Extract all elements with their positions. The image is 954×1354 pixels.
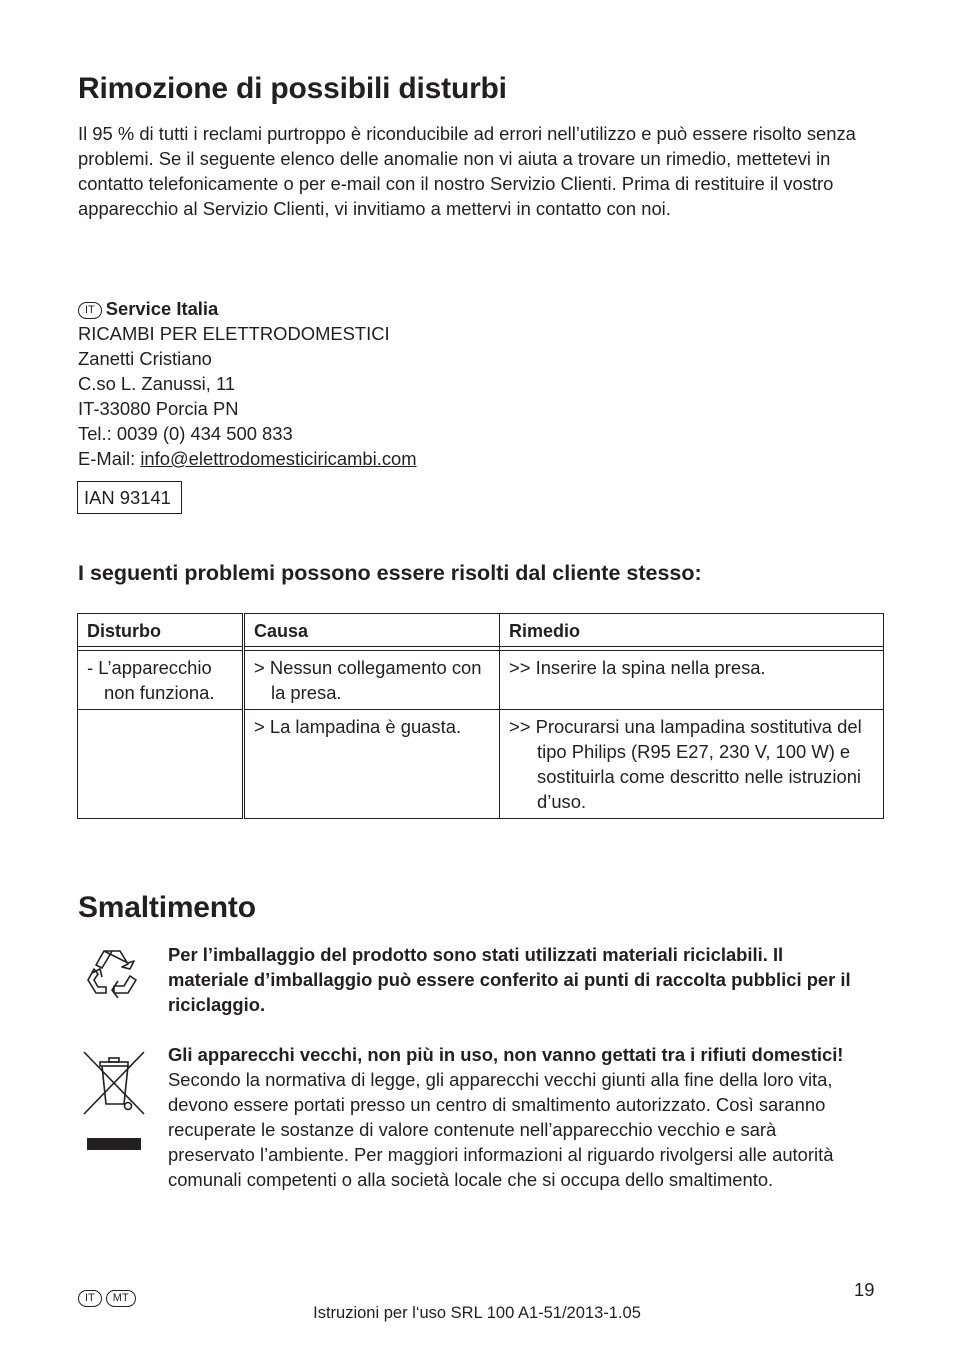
section-title-troubleshooting: Rimozione di possibili disturbi xyxy=(78,72,507,105)
section-title-disposal: Smaltimento xyxy=(78,891,256,924)
header-rimedio: Rimedio xyxy=(500,614,884,647)
service-name: Service Italia xyxy=(105,298,219,319)
service-phone: Tel.: 0039 (0) 434 500 833 xyxy=(78,423,293,444)
cell-rimedio: >> Inserire la spina nella presa. xyxy=(509,657,766,678)
troubleshooting-table xyxy=(77,613,884,819)
service-company: RICAMBI PER ELETTRODOMESTICI xyxy=(78,323,390,344)
table-row xyxy=(78,651,884,710)
service-street: C.so L. Zanussi, 11 xyxy=(78,373,236,394)
crossed-bin-icon xyxy=(82,1050,146,1157)
service-city: IT-33080 Porcia PN xyxy=(78,398,239,419)
packaging-text: Per l’imballaggio del prodotto sono stati utilizzati materiali riciclabili. Il materiale d’imballaggio può essere conferito ai punti di raccolta pubblici per il riciclaggio. xyxy=(168,944,851,1015)
email-link[interactable]: info@elettrodomesticiricambi.com xyxy=(140,448,417,469)
troubleshooting-heading: I seguenti problemi possono essere risolti dal cliente stesso: xyxy=(78,561,702,585)
cell-causa: > La lampadina è guasta. xyxy=(254,716,462,737)
header-causa: Causa xyxy=(244,614,500,647)
table-header-row xyxy=(78,614,884,647)
cell-rimedio: >> Procurarsi una lampadina sostitutiva del tipo Philips (R95 E27, 230 V, 100 W) e sostituirla come descritto nelle istruzioni d’uso. xyxy=(509,716,862,812)
email-label: E-Mail: xyxy=(78,448,141,469)
country-badge: MT xyxy=(106,1290,136,1307)
recycling-icon xyxy=(84,947,140,1006)
header-disturbo: Disturbo xyxy=(78,614,244,647)
page-number: 19 xyxy=(854,1279,875,1300)
weee-paragraph xyxy=(168,1042,858,1192)
service-contact-block xyxy=(78,296,417,471)
table-row xyxy=(78,710,884,819)
ian-box: IAN 93141 xyxy=(77,481,182,514)
weee-bold-text: Gli apparecchi vecchi, non più in uso, non vanno gettati tra i rifiuti domestici! xyxy=(168,1044,844,1065)
document-reference: Istruzioni per l‘uso SRL 100 A1-51/2013-1.05 xyxy=(313,1304,641,1322)
service-contact-person: Zanetti Cristiano xyxy=(78,348,212,369)
cell-causa: > Nessun collegamento con la presa. xyxy=(254,657,482,703)
country-badge: IT xyxy=(78,1290,102,1307)
intro-paragraph: Il 95 % di tutti i reclami purtroppo è riconducibile ad errori nell’utilizzo e può essere risolto senza problemi. Se il seguente elenco delle anomalie non vi aiuta a trovare un rimedio, mettetevi in contatto telefonicamente o per e-mail con il nostro Servizio Clienti. Prima di restituire il vostro apparecchio al Servizio Clienti, vi invitiamo a mettervi in contatto con noi. xyxy=(78,123,856,219)
cell-disturbo: - L’apparecchio non funziona. xyxy=(87,657,215,703)
weee-body-text: Secondo la normativa di legge, gli apparecchi vecchi giunti alla fine della loro vita, devono essere portati presso un centro di smaltimento autorizzato. Così saranno recuperate le sostanze di valore contenute nell’apparecchio vecchio e sarà preservato l’ambiente. Per maggiori informazioni al riguardo rivolgersi alle autorità comunali competenti o alla società locale che si occupa dello smaltimento. xyxy=(168,1069,834,1190)
country-badge: IT xyxy=(78,302,102,319)
